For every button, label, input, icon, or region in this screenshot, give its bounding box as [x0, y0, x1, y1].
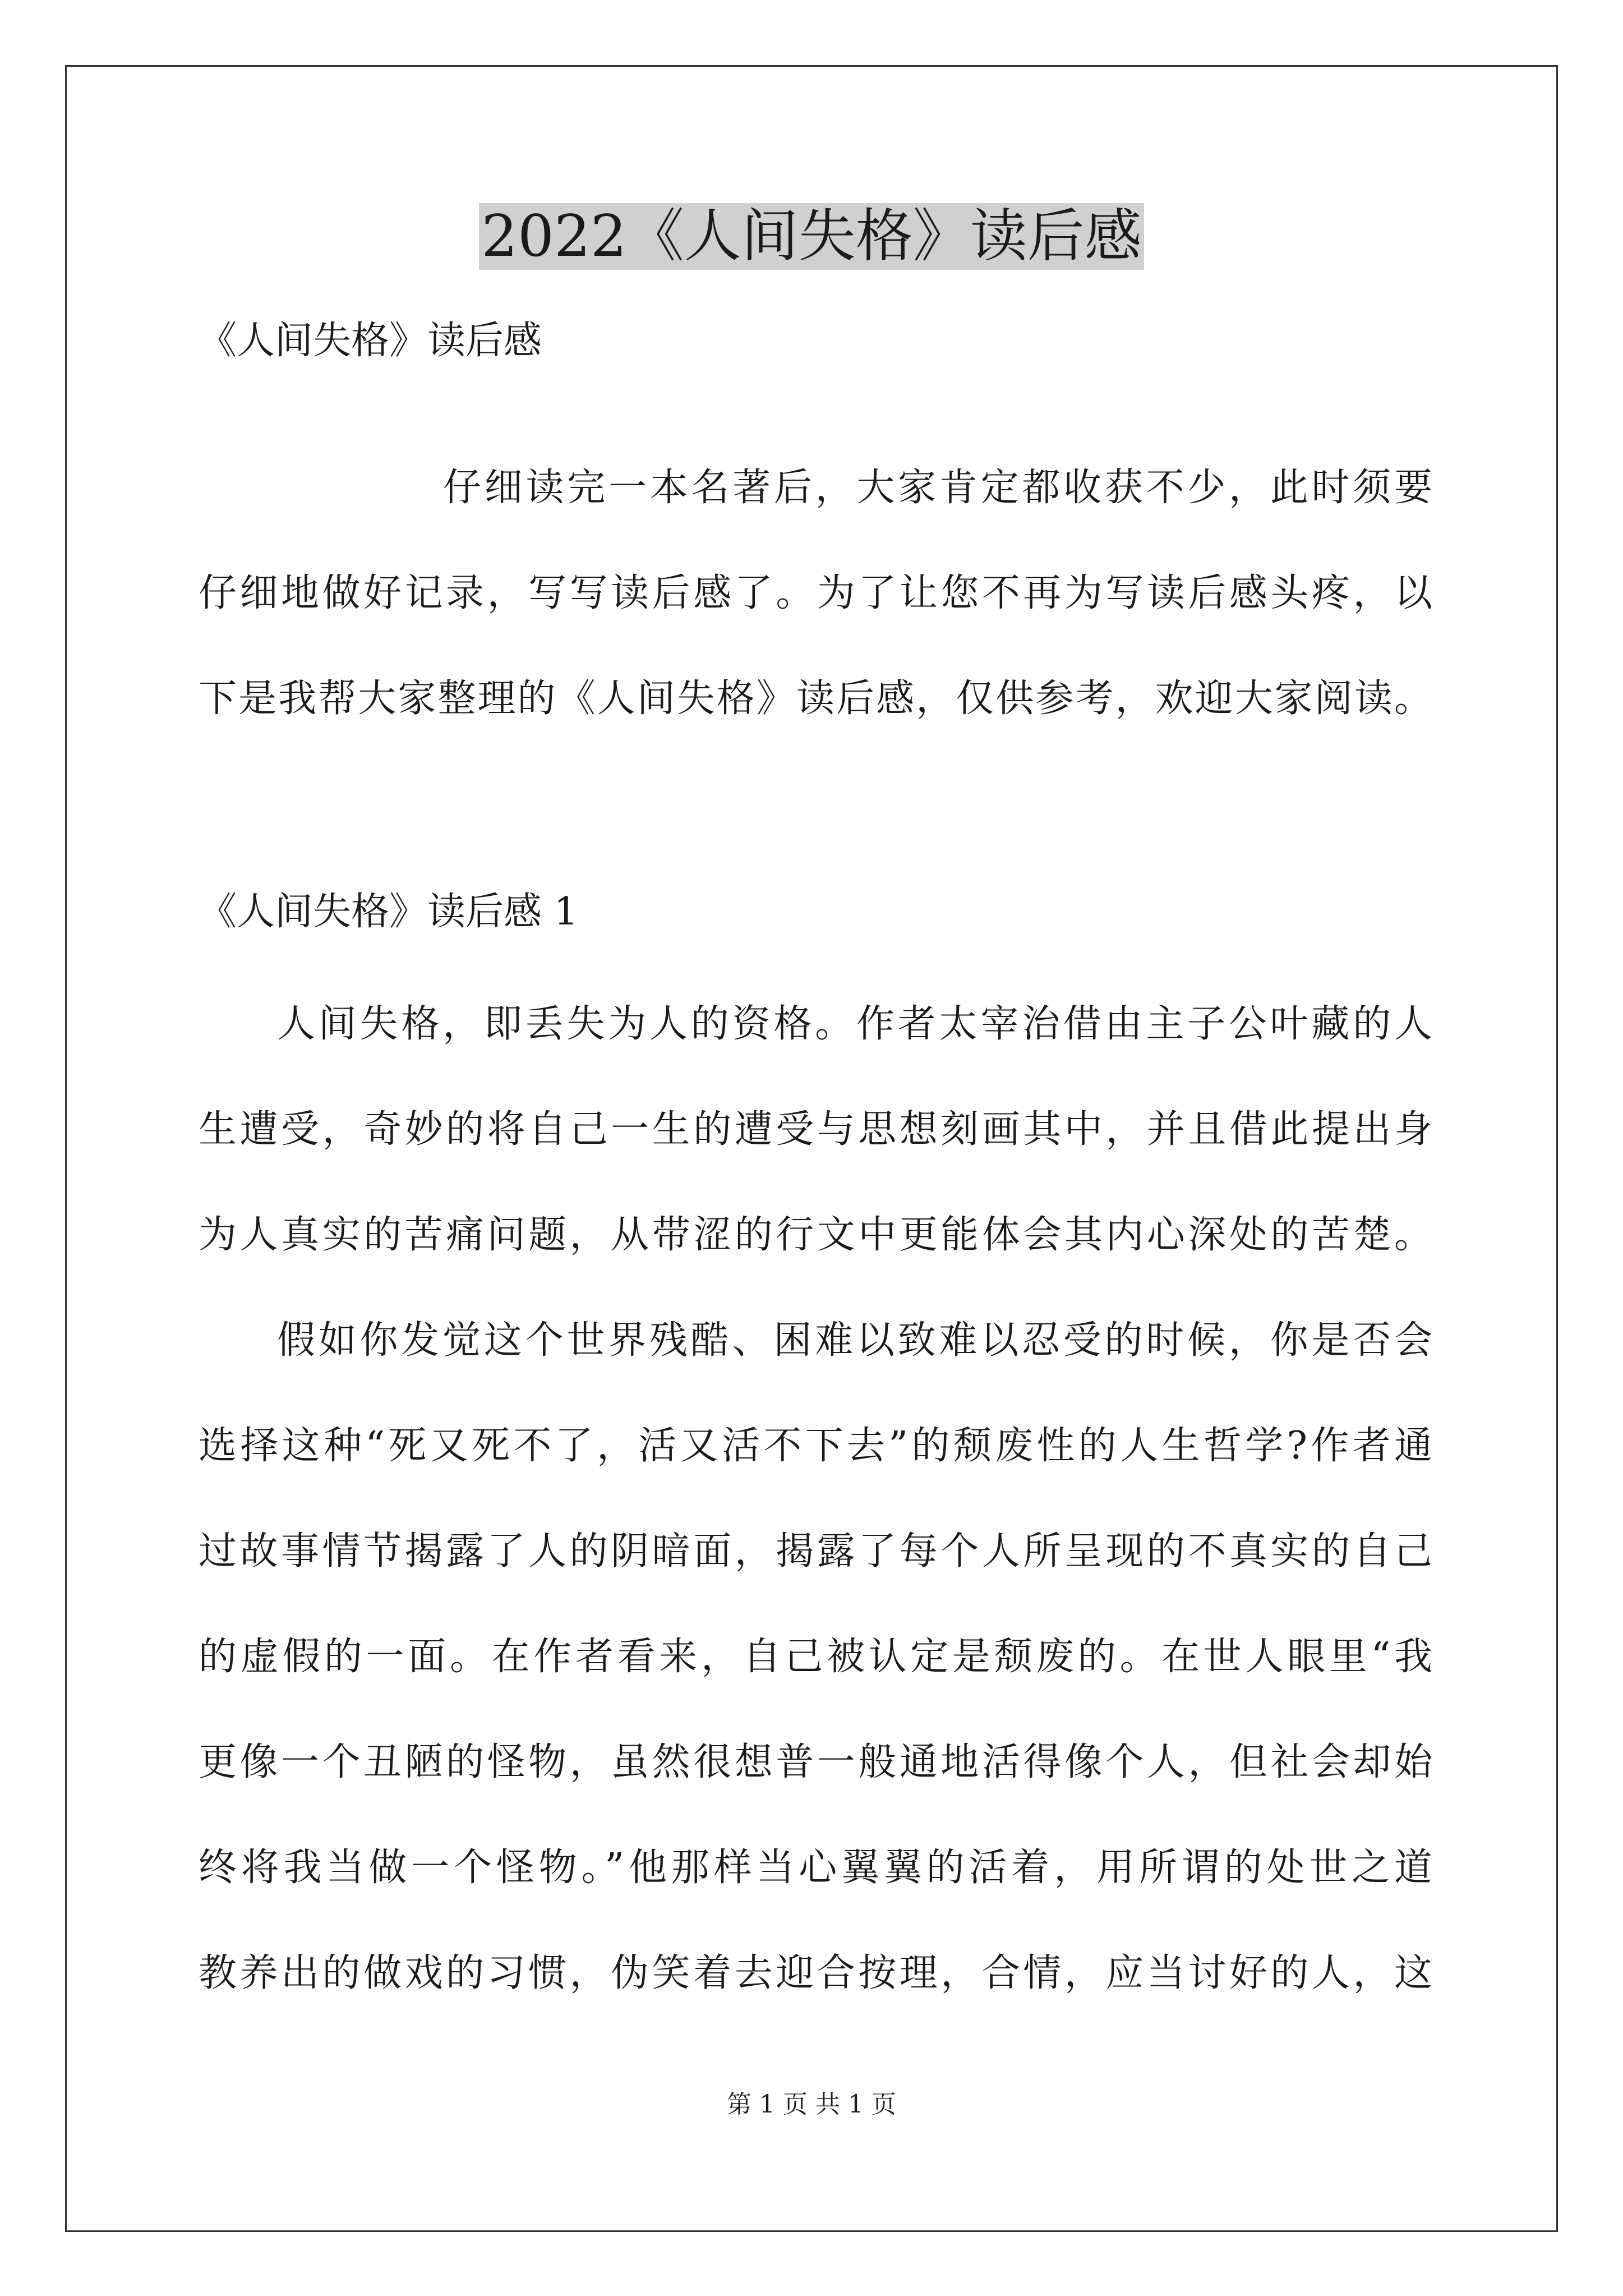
para2-line-7: 教养出的做戏的习惯，伪笑着去迎合按理，合情，应当讨好的人，这 [199, 1951, 1432, 1995]
section-heading: 《人间失格》读后感 1 [199, 890, 578, 934]
intro-line-1: 仔细读完一本名著后，大家肯定都收获不少，此时须要 [443, 466, 1432, 510]
para2-line-4: 的虚假的一面。在作者看来，自己被认定是颓废的。在世人眼里“我 [199, 1635, 1432, 1679]
subtitle: 《人间失格》读后感 [199, 319, 542, 363]
para1-line-1: 人间失格，即丢失为人的资格。作者太宰治借由主子公叶藏的人 [277, 1002, 1432, 1046]
para2-line-2: 选择这种“死又死不了，活又活不下去”的颓废性的人生哲学?作者通 [199, 1424, 1432, 1468]
intro-line-2: 仔细地做好记录，写写读后感了。为了让您不再为写读后感头疼，以 [199, 571, 1432, 615]
para2-line-5: 更像一个丑陋的怪物，虽然很想普一般通地活得像个人，但社会却始 [199, 1740, 1432, 1784]
document-title-text: 2022《人间失格》读后感 [479, 203, 1144, 270]
para1-line-2: 生遭受，奇妙的将自己一生的遭受与思想刻画其中，并且借此提出身 [199, 1107, 1432, 1152]
page-footer: 第 1 页 共 1 页 [727, 2090, 896, 2119]
para2-line-3: 过故事情节揭露了人的阴暗面，揭露了每个人所呈现的不真实的自己 [199, 1529, 1432, 1573]
document-title [0, 197, 1623, 276]
para1-line-3: 为人真实的苦痛问题，从带涩的行文中更能体会其内心深处的苦楚。 [199, 1213, 1432, 1257]
para2-line-6: 终将我当做一个怪物。”他那样当心翼翼的活着，用所谓的处世之道 [199, 1846, 1432, 1890]
para2-line-1: 假如你发觉这个世界残酷、困难以致难以忍受的时候，你是否会 [277, 1318, 1432, 1363]
intro-line-3: 下是我帮大家整理的《人间失格》读后感，仅供参考，欢迎大家阅读。 [199, 677, 1432, 721]
